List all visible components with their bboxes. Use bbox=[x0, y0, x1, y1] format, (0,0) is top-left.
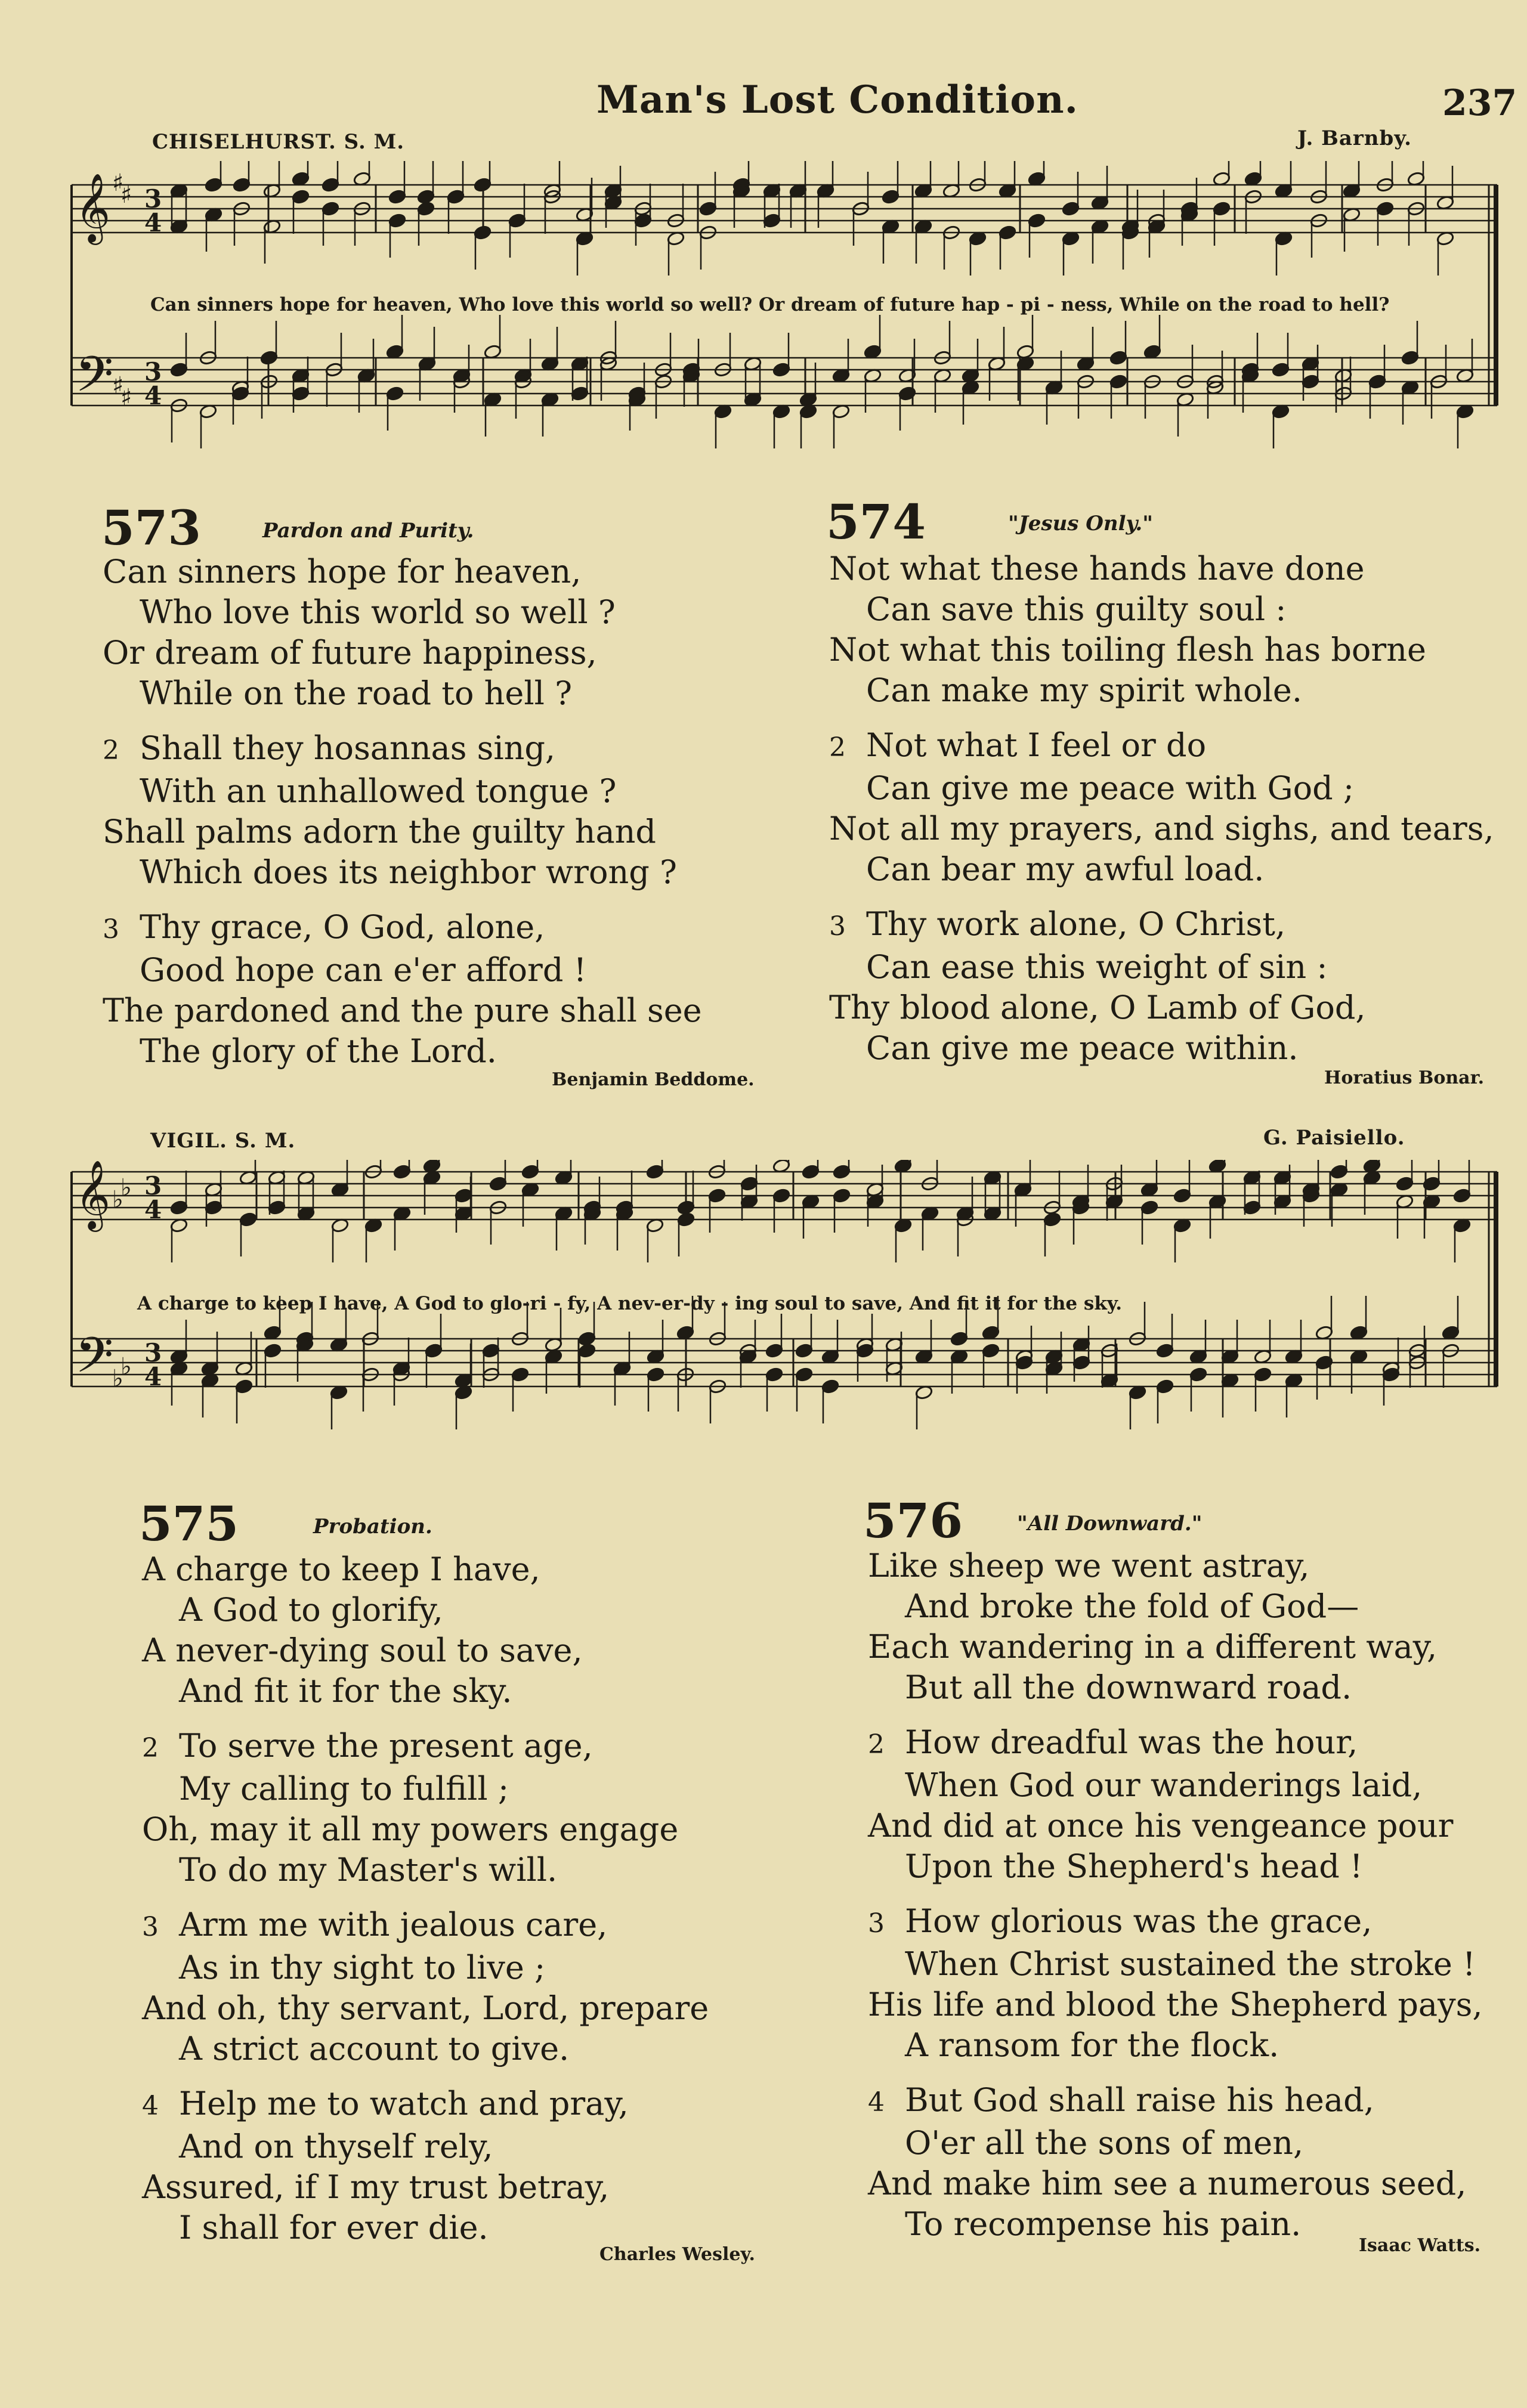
time-signature: 3 bbox=[144, 184, 162, 213]
stanza-line: Not all my prayers, and sighs, and tears, bbox=[829, 810, 1494, 847]
note-head bbox=[802, 1164, 820, 1180]
note-head bbox=[578, 1331, 596, 1347]
hymn-text bbox=[868, 1546, 1483, 2245]
stanza-line: The glory of the Lord. bbox=[140, 1032, 497, 1070]
stanza-line: When Christ sustained the stroke ! bbox=[905, 1945, 1476, 1983]
note-head bbox=[1272, 362, 1290, 377]
note-head bbox=[795, 1367, 814, 1382]
stanza-line: Can make my spirit whole. bbox=[866, 671, 1302, 709]
stanza-line: My calling to fulfill ; bbox=[179, 1770, 509, 1807]
stanza-line: Not what this toiling flesh has borne bbox=[829, 631, 1426, 668]
stanza-line: I shall for ever die. bbox=[179, 2209, 489, 2246]
time-signature: 3 bbox=[144, 1338, 162, 1367]
note-head bbox=[417, 201, 435, 216]
note-head bbox=[1028, 213, 1046, 228]
note-head bbox=[795, 1343, 814, 1358]
stanza-line: But all the downward road. bbox=[905, 1669, 1352, 1706]
stanza bbox=[868, 1722, 1483, 1887]
stanza-line: And broke the fold of God— bbox=[905, 1587, 1359, 1625]
stanza bbox=[868, 2080, 1483, 2245]
note-head bbox=[646, 1164, 664, 1180]
note-head bbox=[677, 1212, 696, 1227]
stanza-line: O'er all the sons of men, bbox=[905, 2124, 1304, 2162]
note-head bbox=[474, 225, 492, 240]
time-signature: 4 bbox=[144, 208, 162, 237]
note-head bbox=[882, 189, 900, 205]
stanza-line: Good hope can e'er afford ! bbox=[140, 951, 587, 989]
note-head bbox=[898, 386, 917, 401]
stanza-line: Thy grace, O God, alone, bbox=[140, 908, 545, 946]
stanza bbox=[103, 728, 702, 893]
note-head bbox=[1156, 1343, 1174, 1358]
stanza-number: 4 bbox=[142, 2091, 159, 2121]
note-head bbox=[1062, 201, 1080, 216]
hymn-number: 574 bbox=[826, 494, 926, 550]
note-head bbox=[772, 1188, 791, 1203]
note-head bbox=[772, 362, 791, 377]
stanza-line: Can give me peace with God ; bbox=[866, 769, 1355, 807]
note-head bbox=[1254, 1367, 1272, 1382]
stanza-line: And on thyself rely, bbox=[179, 2128, 493, 2165]
stanza-line: A never-dying soul to save, bbox=[142, 1632, 583, 1669]
stanza bbox=[142, 2084, 709, 2248]
treble-clef: 𝄞 bbox=[75, 172, 111, 242]
stanza bbox=[868, 1901, 1483, 2066]
note-head bbox=[388, 213, 407, 228]
note-head bbox=[292, 386, 310, 401]
note-head bbox=[677, 1200, 696, 1215]
note-head bbox=[950, 1331, 969, 1347]
stanza-line: Oh, may it all my powers engage bbox=[142, 1810, 679, 1848]
stanza-line: Each wandering in a different way, bbox=[868, 1628, 1438, 1666]
stanza-line: Who love this world so well ? bbox=[140, 593, 616, 631]
stanza bbox=[868, 1546, 1483, 1708]
stanza-line: And fit it for the sky. bbox=[179, 1672, 512, 1710]
note-head bbox=[578, 1343, 596, 1358]
stanza-line: Can give me peace within. bbox=[866, 1029, 1299, 1067]
time-signature: 3 bbox=[144, 1171, 162, 1200]
stanza-line: When God our wanderings laid, bbox=[905, 1766, 1423, 1804]
stanza-line: Thy blood alone, O Lamb of God, bbox=[829, 989, 1366, 1026]
note-head bbox=[1140, 1200, 1159, 1215]
stanza-line: Or dream of future happiness, bbox=[103, 634, 597, 671]
hymn-number: 575 bbox=[139, 1496, 239, 1552]
note-head bbox=[634, 213, 653, 228]
hymn-number: 573 bbox=[101, 500, 201, 556]
time-signature: 4 bbox=[144, 1195, 162, 1224]
music-score bbox=[66, 1160, 1509, 1494]
time-signature: 4 bbox=[144, 381, 162, 410]
note-head bbox=[205, 1200, 223, 1215]
note-head bbox=[1243, 1200, 1262, 1215]
music-score bbox=[66, 161, 1509, 471]
note-head bbox=[708, 1188, 727, 1203]
stanza bbox=[142, 1549, 709, 1711]
page-header bbox=[0, 78, 1527, 125]
stanza-line: Not what these hands have done bbox=[829, 550, 1365, 587]
stanza-line: A ransom for the flock. bbox=[905, 2026, 1279, 2064]
note-head bbox=[292, 189, 310, 205]
stanza-number: 2 bbox=[103, 735, 119, 766]
stanza bbox=[103, 552, 702, 714]
hymn-subtitle: Pardon and Purity. bbox=[262, 519, 474, 543]
treble-clef: 𝄞 bbox=[75, 1160, 111, 1229]
stanza-line: Shall they hosannas sing, bbox=[140, 729, 556, 767]
note-head bbox=[260, 350, 279, 366]
note-head bbox=[1189, 1367, 1208, 1382]
stanza-line: But God shall raise his head, bbox=[905, 2081, 1374, 2119]
note-head bbox=[447, 189, 465, 205]
note-head bbox=[322, 201, 340, 216]
note-head bbox=[821, 1379, 840, 1394]
stanza-number: 2 bbox=[829, 732, 846, 763]
stanza-line: Assured, if I my trust betray, bbox=[142, 2168, 610, 2206]
stanza-line: Thy work alone, O Christ, bbox=[866, 905, 1286, 943]
note-head bbox=[765, 1367, 784, 1382]
stanza-line: A strict account to give. bbox=[179, 2030, 570, 2067]
stanza-line: And oh, thy servant, Lord, prepare bbox=[142, 1989, 709, 2027]
key-signature: ♭ bbox=[112, 1186, 123, 1214]
composer: G. Paisiello. bbox=[1263, 1126, 1405, 1150]
stanza-line: As in thy sight to live ; bbox=[179, 1949, 546, 1986]
note-head bbox=[982, 1343, 1000, 1358]
author: Charles Wesley. bbox=[599, 2244, 755, 2265]
lyric-underlay: Can sinners hope for heaven, Who love this world so well? Or dream of future hap - pi - ness, While on the road to hell? bbox=[150, 294, 1390, 315]
note-head bbox=[833, 1188, 851, 1203]
stanza bbox=[829, 725, 1494, 890]
stanza bbox=[142, 1905, 709, 2069]
tune-name: CHISELHURST. S. M. bbox=[152, 130, 405, 154]
note-head bbox=[239, 1212, 258, 1227]
note-head bbox=[482, 1343, 500, 1358]
stanza-line: And did at once his vengeance pour bbox=[868, 1807, 1454, 1844]
stanza-number: 3 bbox=[142, 1912, 159, 1942]
stanza-line: Like sheep we went astray, bbox=[868, 1547, 1310, 1584]
note-head bbox=[1376, 201, 1395, 216]
note-head bbox=[647, 1367, 665, 1382]
note-head bbox=[425, 1343, 443, 1358]
note-head bbox=[235, 1379, 254, 1394]
key-signature: ♯ bbox=[120, 384, 132, 411]
note-head bbox=[1401, 350, 1420, 366]
note-head bbox=[511, 1367, 530, 1382]
stanza-line: How dreadful was the hour, bbox=[905, 1723, 1358, 1761]
hymn-text bbox=[829, 549, 1494, 1069]
bass-clef: 𝄢 bbox=[75, 345, 114, 415]
hymn-number: 576 bbox=[863, 1493, 963, 1549]
note-head bbox=[740, 1176, 759, 1191]
note-head bbox=[699, 201, 718, 216]
stanza-number: 4 bbox=[868, 2087, 885, 2118]
note-head bbox=[264, 1343, 282, 1358]
note-head bbox=[322, 177, 340, 193]
note-head bbox=[508, 213, 527, 228]
note-head bbox=[170, 362, 188, 377]
stanza-line: Can bear my awful load. bbox=[866, 850, 1265, 888]
hymn-subtitle: Probation. bbox=[313, 1515, 432, 1539]
note-head bbox=[417, 189, 435, 205]
stanza-line: To serve the present age, bbox=[179, 1727, 593, 1765]
author: Horatius Bonar. bbox=[1324, 1067, 1485, 1088]
key-signature: ♭ bbox=[120, 1353, 132, 1381]
note-head bbox=[765, 1343, 784, 1358]
stanza-line: Can save this guilty soul : bbox=[866, 590, 1287, 628]
note-head bbox=[999, 225, 1017, 240]
time-signature: 4 bbox=[144, 1362, 162, 1391]
note-head bbox=[205, 177, 223, 193]
stanza-line: Arm me with jealous care, bbox=[179, 1906, 608, 1943]
author: Benjamin Beddome. bbox=[552, 1069, 755, 1090]
stanza-line: To recompense his pain. bbox=[905, 2205, 1302, 2243]
composer: J. Barnby. bbox=[1297, 126, 1412, 150]
key-signature: ♭ bbox=[120, 1174, 132, 1202]
note-head bbox=[1396, 1176, 1414, 1191]
stanza-number: 3 bbox=[829, 911, 846, 942]
key-signature: ♯ bbox=[112, 169, 124, 197]
note-head bbox=[1072, 1355, 1091, 1370]
note-head bbox=[1453, 1188, 1472, 1203]
stanza-line: Not what I feel or do bbox=[866, 726, 1207, 764]
key-signature: ♭ bbox=[112, 1365, 123, 1392]
stanza-line: With an unhallowed tongue ? bbox=[140, 772, 617, 810]
stanza-line: The pardoned and the pure shall see bbox=[103, 992, 702, 1029]
stanza bbox=[142, 1726, 709, 1890]
note-head bbox=[474, 177, 492, 193]
stanza-line: Can sinners hope for heaven, bbox=[103, 553, 582, 590]
key-signature: ♯ bbox=[120, 181, 132, 209]
stanza-line: And make him see a numerous seed, bbox=[868, 2165, 1467, 2202]
stanza-line: Help me to watch and pray, bbox=[179, 2085, 629, 2122]
stanza-line: Shall palms adorn the guilty hand bbox=[103, 813, 656, 850]
stanza bbox=[829, 549, 1494, 711]
note-head bbox=[1302, 374, 1320, 389]
running-title: Man's Lost Condition. bbox=[596, 78, 1078, 122]
note-head bbox=[393, 1164, 412, 1180]
note-head bbox=[1043, 1212, 1062, 1227]
author: Isaac Watts. bbox=[1359, 2235, 1481, 2256]
stanza-line: A God to glorify, bbox=[179, 1591, 443, 1629]
stanza-line: While on the road to hell ? bbox=[140, 674, 573, 712]
stanza-line: How glorious was the grace, bbox=[905, 1902, 1373, 1940]
stanza-line: To do my Master's will. bbox=[179, 1851, 558, 1889]
tune-name: VIGIL. S. M. bbox=[150, 1129, 296, 1153]
page-number: 237 bbox=[1442, 82, 1517, 124]
note-head bbox=[455, 1188, 473, 1203]
time-signature: 3 bbox=[144, 357, 162, 386]
stanza-line: Upon the Shepherd's head ! bbox=[905, 1847, 1363, 1885]
note-head bbox=[489, 1176, 508, 1191]
note-head bbox=[1173, 1188, 1192, 1203]
note-head bbox=[268, 1200, 286, 1215]
note-head bbox=[1330, 1164, 1349, 1180]
stanza-line: Can ease this weight of sin : bbox=[866, 948, 1328, 986]
hymn-subtitle: "Jesus Only." bbox=[1008, 512, 1153, 536]
lyric-underlay: A charge to keep I have, A God to glo-ri - fy, A nev-er-dy - ing soul to save, And fit it for the sky. bbox=[137, 1293, 1123, 1314]
note-head bbox=[170, 1200, 188, 1215]
note-head bbox=[386, 386, 404, 401]
note-head bbox=[388, 189, 407, 205]
note-head bbox=[1109, 374, 1128, 389]
note-head bbox=[1109, 350, 1128, 366]
note-head bbox=[833, 1164, 851, 1180]
stanza-number: 3 bbox=[868, 1908, 885, 1939]
hymn-text bbox=[103, 552, 702, 1072]
stanza-number: 3 bbox=[103, 914, 119, 945]
stanza-line: Which does its neighbor wrong ? bbox=[140, 853, 677, 891]
stanza bbox=[829, 904, 1494, 1069]
note-head bbox=[521, 1164, 540, 1180]
bass-clef: 𝄢 bbox=[75, 1326, 114, 1396]
key-signature: ♯ bbox=[112, 372, 124, 400]
stanza-number: 2 bbox=[142, 1733, 159, 1763]
note-head bbox=[1156, 1379, 1174, 1394]
stanza-line: A charge to keep I have, bbox=[142, 1550, 540, 1588]
note-head bbox=[1213, 201, 1231, 216]
stanza-number: 2 bbox=[868, 1729, 885, 1760]
note-head bbox=[571, 386, 589, 401]
hymn-text bbox=[142, 1549, 709, 2248]
note-head bbox=[233, 177, 251, 193]
stanza bbox=[103, 907, 702, 1072]
stanza-line: His life and blood the Shepherd pays, bbox=[868, 1986, 1483, 2023]
hymn-subtitle: "All Downward." bbox=[1017, 1512, 1203, 1536]
note-head bbox=[763, 213, 781, 228]
